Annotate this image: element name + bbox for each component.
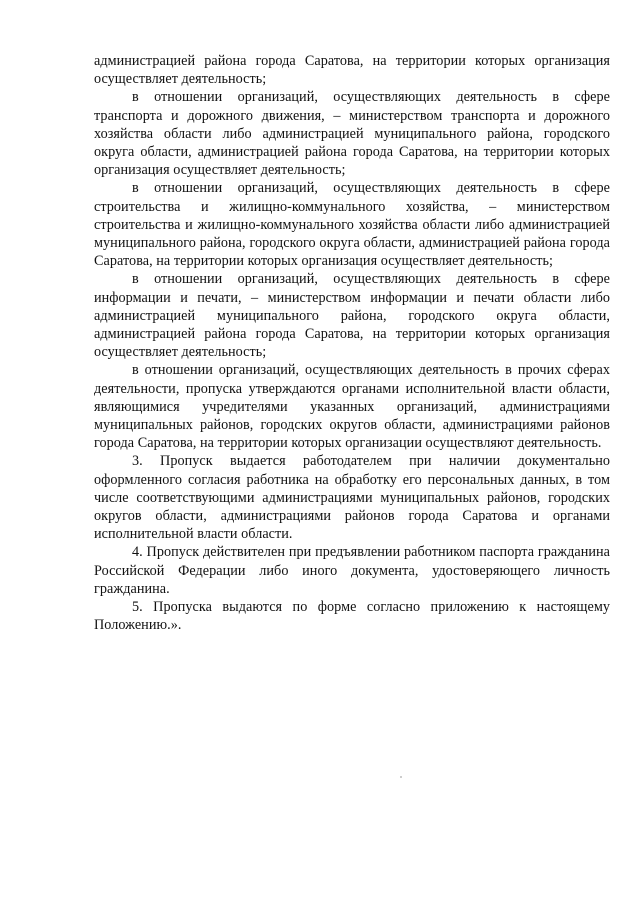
paragraph-transport: в отношении организаций, осуществляющих деятельность в сфере транспорта и дорожного движения, – министерством транспорта и дорожного хозяйства области либо администрацией муниципального района, городского округа области, администрацией района города Саратова, на территории которых организация осуществляет деятельность; [94,89,610,179]
paragraph-item-3: 3. Пропуск выдается работодателем при наличии документально оформленного согласия работника на обработку его персональных данных, в том числе соответствующими администрациями муниципальных районов, городских округов области, администрациями районов города Саратова и органами исполнительной власти области. [94,453,610,543]
paragraph-construction: в отношении организаций, осуществляющих деятельность в сфере строительства и жилищно-коммунального хозяйства, – министерством строительства и жилищно-коммунального хозяйства области либо администрацией муниципального района, городского округа области, администрацией района города Саратова, на территории которых организация осуществляет деятельность; [94,180,610,270]
scan-speck [400,776,402,778]
document-body [94,52,610,635]
paragraph-item-4: 4. Пропуск действителен при предъявлении работником паспорта гражданина Российской Федерации либо иного документа, удостоверяющего личность гражданина. [94,544,610,597]
paragraph-other-spheres: в отношении организаций, осуществляющих деятельность в прочих сферах деятельности, пропуска утверждаются органами исполнительной власти области, являющимися учредителями указанных организаций, администрациями муниципальных районов, городских округов области, администрациями районов города Саратова, на территории которых организации осуществляют деятельность. [94,362,610,452]
paragraph-item-5: 5. Пропуска выдаются по форме согласно приложению к настоящему Положению.». [94,599,610,634]
paragraph-continuation: администрацией района города Саратова, на территории которых организация осуществляет деятельность; [94,53,610,88]
paragraph-information: в отношении организаций, осуществляющих деятельность в сфере информации и печати, – министерством информации и печати области либо администрацией муниципального района, городского округа области, администрацией района города Саратова, на территории которых организация осуществляет деятельность; [94,271,610,361]
